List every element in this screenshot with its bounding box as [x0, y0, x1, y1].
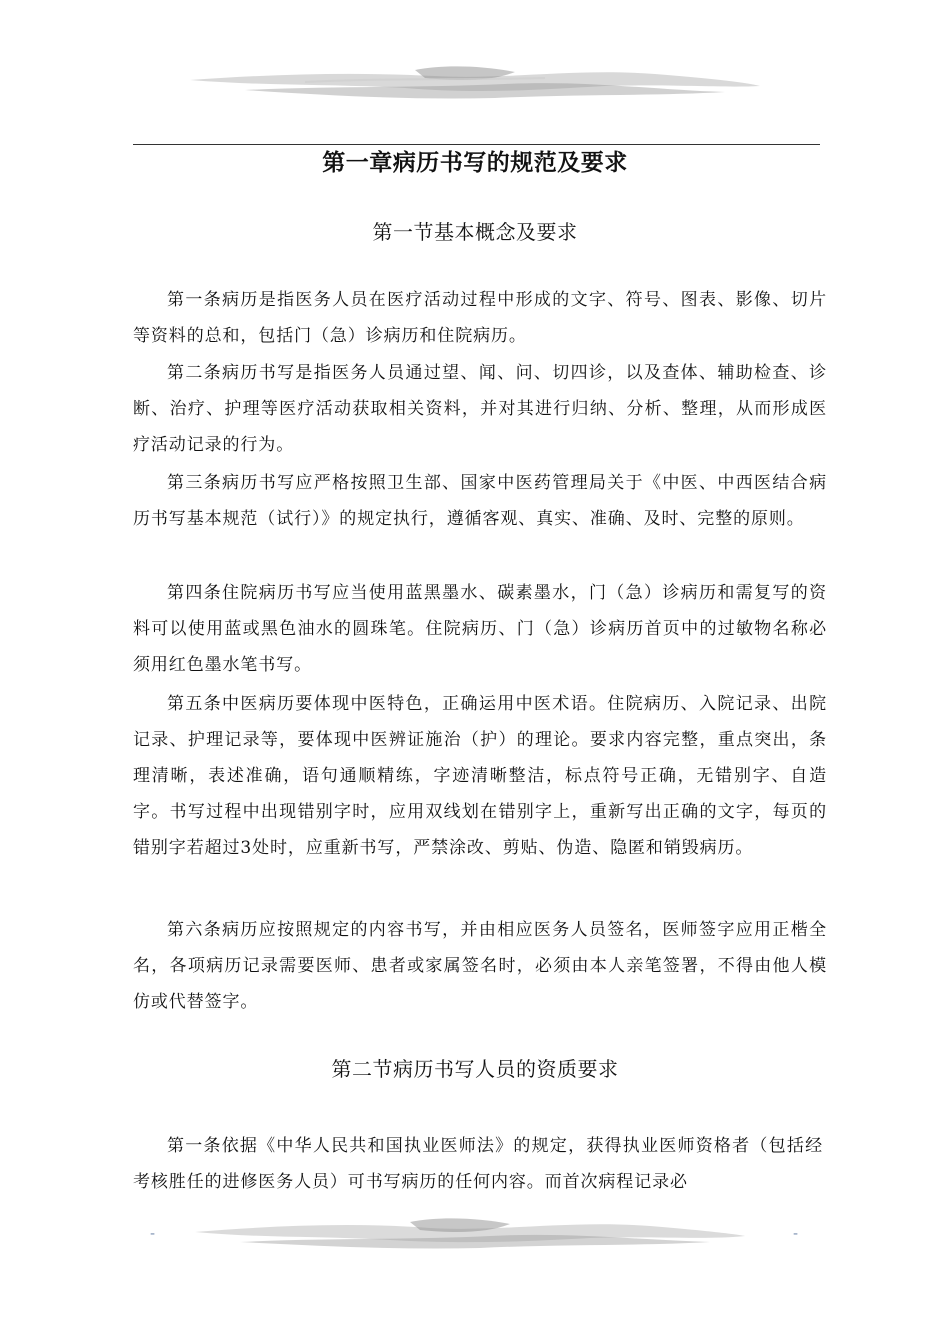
chapter-title: 第一章病历书写的规范及要求 — [322, 150, 628, 176]
paragraph: 第六条病历应按照规定的内容书写，并由相应医务人员签名，医师签字应用正楷全名，各项病历记录需要医师、患者或家属签名时，必须由本人亲笔签署，不得由他人模仿或代替签字。 — [133, 920, 827, 1012]
paragraph: 第三条病历书写应严格按照卫生部、国家中医药管理局关于《中医、中西医结合病历书写基本规范（试行）》的规定执行，遵循客观、真实、准确、及时、完整的原则。 — [133, 473, 827, 529]
paragraph: 第四条住院病历书写应当使用蓝黑墨水、碳素墨水，门（急）诊病历和需复写的资料可以使用蓝或黑色油水的圆珠笔。住院病历、门（急）诊病历首页中的过敏物名称必须用红色墨水笔书写。 — [133, 583, 827, 675]
footer-dash-left: - — [150, 1226, 156, 1242]
paragraph: 第一条病历是指医务人员在医疗活动过程中形成的文字、符号、图表、影像、切片等资料的总和，包括门（急）诊病历和住院病历。 — [133, 290, 827, 346]
section-title: 第二节病历书写人员的资质要求 — [331, 1057, 619, 1081]
header-brush-decoration — [185, 60, 765, 110]
header-rule — [133, 144, 820, 145]
footer-brush-decoration — [190, 1210, 750, 1256]
paragraph: 第二条病历书写是指医务人员通过望、闻、问、切四诊，以及查体、辅助检查、诊断、治疗、护理等医疗活动获取相关资料，并对其进行归纳、分析、整理，从而形成医疗活动记录的行为。 — [133, 363, 827, 455]
footer-dash-right: - — [793, 1226, 799, 1242]
paragraph: 第五条中医病历要体现中医特色，正确运用中医术语。住院病历、入院记录、出院记录、护理记录等，要体现中医辨证施治（护）的理论。要求内容完整，重点突出，条理清晰，表述准确，语句通顺精练，字迹清晰整洁，标点符号正确，无错别字、自造字。书写过程中出现错别字时，应用双线划在错别字上，重新写出正确的文字，每页的错别字若超过3处时，应重新书写，严禁涂改、剪贴、伪造、隐匿和销毁病历。 — [133, 694, 827, 858]
section-title: 第一节基本概念及要求 — [372, 220, 578, 244]
paragraph: 第一条依据《中华人民共和国执业医师法》的规定，获得执业医师资格者（包括经考核胜任的进修医务人员）可书写病历的任何内容。而首次病程记录必 — [133, 1136, 823, 1192]
